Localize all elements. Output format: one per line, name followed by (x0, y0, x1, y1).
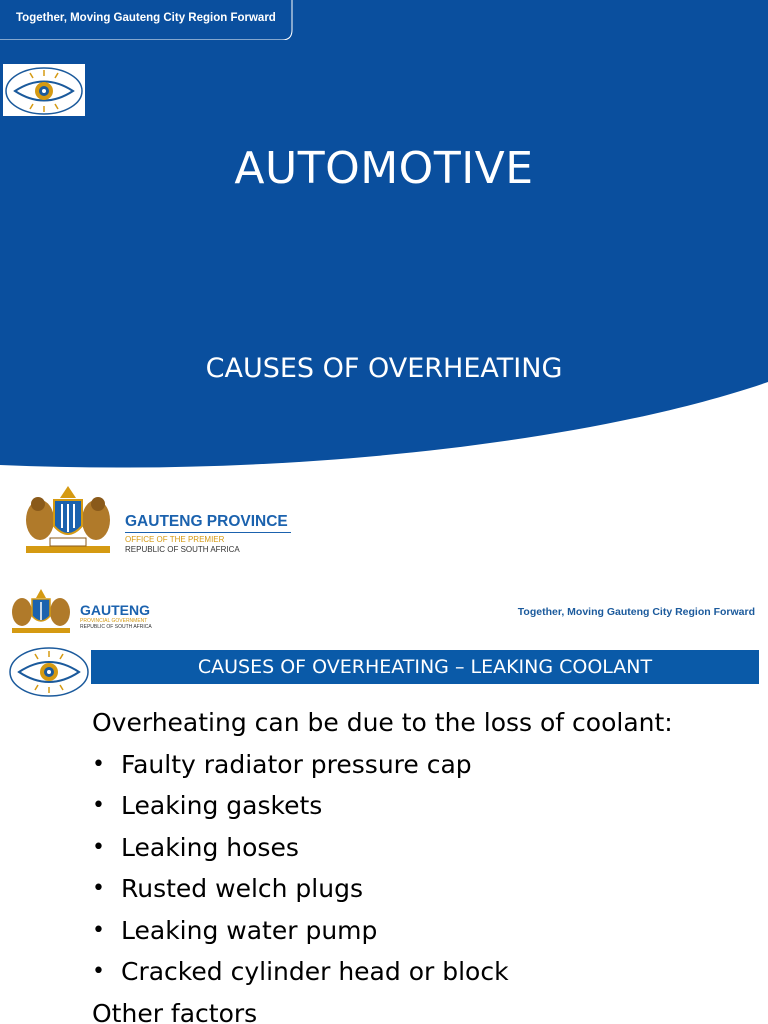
slide-heading-banner: CAUSES OF OVERHEATING – LEAKING COOLANT (91, 650, 759, 684)
gauteng-name: GAUTENG (80, 602, 150, 618)
republic-label: REPUBLIC OF SOUTH AFRICA (80, 624, 152, 630)
sci-bono-logo (3, 64, 85, 116)
list-item (92, 868, 752, 910)
list-item (92, 827, 752, 869)
bullet-icon: • (92, 834, 105, 860)
bullet-icon: • (92, 793, 105, 818)
list-item-text: Leaking gaskets (121, 791, 323, 820)
list-item (92, 910, 752, 952)
coat-of-arms-icon (18, 480, 118, 558)
coat-of-arms-icon (8, 586, 74, 636)
other-factors-text: Other factors (92, 998, 258, 1024)
republic-label: REPUBLIC OF SOUTH AFRICA (125, 545, 240, 554)
bullet-icon: • (92, 876, 105, 901)
list-item (92, 785, 752, 827)
list-item-text: Cracked cylinder head or block (121, 957, 509, 986)
gauteng-province-name: GAUTENG PROVINCE (125, 513, 288, 530)
list-item (92, 744, 752, 786)
bullet-icon: • (92, 751, 105, 777)
gauteng-divider (125, 532, 291, 533)
list-item-text: Faulty radiator pressure cap (121, 749, 472, 779)
bullet-icon: • (92, 959, 105, 984)
slide-body (92, 702, 752, 1024)
slide-subtitle: CAUSES OF OVERHEATING (205, 353, 563, 384)
content-slide (0, 582, 768, 1024)
list-item-text: Leaking water pump (121, 915, 378, 945)
list-item-text: Rusted welch plugs (121, 874, 363, 903)
bullet-icon: • (92, 917, 105, 943)
cause-list (92, 744, 752, 993)
intro-text: Overheating can be due to the loss of coolant: (92, 708, 673, 737)
tagline: Together, Moving Gauteng City Region Forward (517, 606, 755, 618)
list-item-text: Leaking hoses (121, 832, 299, 862)
title-slide-background (0, 0, 768, 470)
office-of-premier: OFFICE OF THE PREMIER (125, 535, 225, 544)
list-item (92, 951, 752, 993)
sci-bono-logo (7, 644, 91, 698)
provincial-government-label: PROVINCIAL GOVERNMENT (80, 618, 148, 624)
tagline: Together, Moving Gauteng City Region Forward (16, 12, 276, 24)
slide-title: AUTOMOTIVE (234, 143, 534, 194)
